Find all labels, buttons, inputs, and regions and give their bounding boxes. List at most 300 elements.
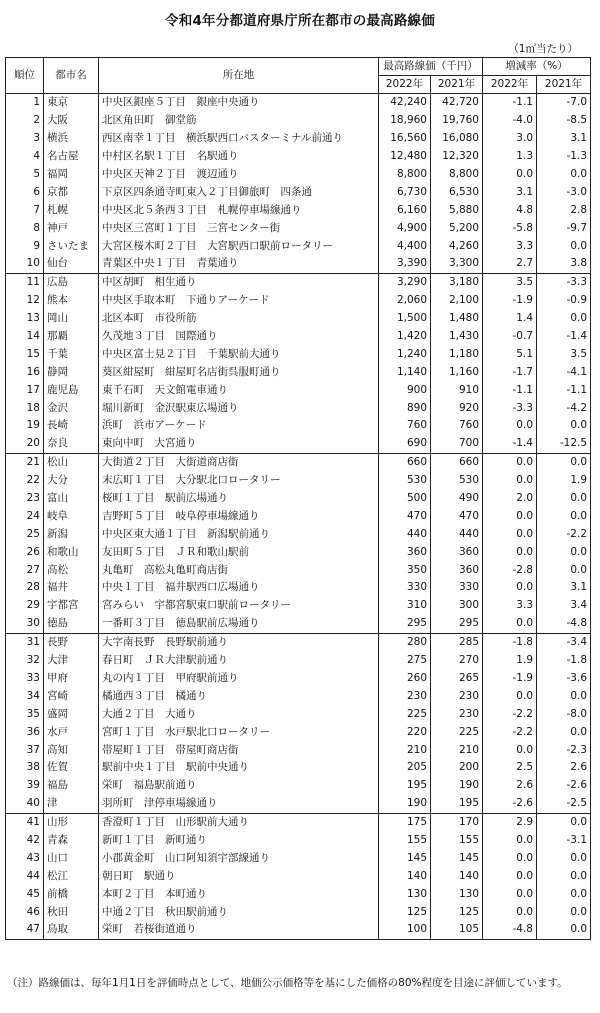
city-cell: 松山 — [44, 453, 99, 471]
change-2022-cell: 0.0 — [483, 849, 537, 867]
rank-cell: 1 — [6, 94, 44, 112]
change-2022-cell: -2.2 — [483, 723, 537, 741]
price-2022-cell: 310 — [379, 597, 431, 615]
change-2021-cell: 0.0 — [537, 867, 591, 885]
price-2021-cell: 910 — [431, 381, 483, 399]
location-cell: 西区南幸１丁目 横浜駅西口バスターミナル前通り — [99, 130, 379, 148]
price-2021-cell: 285 — [431, 633, 483, 651]
price-2022-cell: 230 — [379, 687, 431, 705]
city-cell: 横浜 — [44, 130, 99, 148]
change-2021-cell: -1.3 — [537, 148, 591, 166]
city-cell: 長野 — [44, 633, 99, 651]
city-cell: 奈良 — [44, 435, 99, 453]
change-2021-cell: 0.0 — [537, 687, 591, 705]
change-2021-cell: 0.0 — [537, 723, 591, 741]
table-body — [6, 94, 591, 940]
table-row — [6, 633, 591, 651]
city-cell: 静岡 — [44, 363, 99, 381]
city-cell: 千葉 — [44, 345, 99, 363]
price-2022-cell: 260 — [379, 670, 431, 688]
rank-cell: 16 — [6, 363, 44, 381]
change-2022-cell: -4.0 — [483, 112, 537, 130]
change-2022-cell: -1.7 — [483, 363, 537, 381]
change-2022-cell: 0.0 — [483, 166, 537, 184]
location-cell: 下京区四条通寺町東入２丁目御旅町 四条通 — [99, 183, 379, 201]
city-cell: 京都 — [44, 183, 99, 201]
change-2022-cell: 0.0 — [483, 687, 537, 705]
city-cell: 徳島 — [44, 615, 99, 633]
price-2021-cell: 230 — [431, 705, 483, 723]
change-2022-cell: -0.7 — [483, 328, 537, 346]
table-row — [6, 561, 591, 579]
price-2021-cell: 1,160 — [431, 363, 483, 381]
location-cell: 中央区北５条西３丁目 札幌停車場線通り — [99, 201, 379, 219]
table-row — [6, 94, 591, 112]
table-row — [6, 381, 591, 399]
table-row — [6, 777, 591, 795]
price-2021-cell: 16,080 — [431, 130, 483, 148]
city-cell: 和歌山 — [44, 543, 99, 561]
table-row — [6, 292, 591, 310]
city-cell: 秋田 — [44, 903, 99, 921]
city-cell: 札幌 — [44, 201, 99, 219]
price-2022-cell: 12,480 — [379, 148, 431, 166]
rank-cell: 11 — [6, 273, 44, 291]
table-row — [6, 543, 591, 561]
change-2021-cell: 0.0 — [537, 561, 591, 579]
city-cell: 那覇 — [44, 328, 99, 346]
price-2022-cell: 1,240 — [379, 345, 431, 363]
change-2022-cell: -4.8 — [483, 921, 537, 939]
change-2021-cell: 0.0 — [537, 417, 591, 435]
table-row — [6, 166, 591, 184]
change-2022-cell: 0.0 — [483, 579, 537, 597]
location-cell: 北区角田町 御堂筋 — [99, 112, 379, 130]
city-cell: さいたま — [44, 237, 99, 255]
rank-cell: 25 — [6, 525, 44, 543]
change-2021-cell: 3.1 — [537, 130, 591, 148]
rank-cell: 20 — [6, 435, 44, 453]
price-2022-cell: 660 — [379, 453, 431, 471]
price-2022-cell: 470 — [379, 507, 431, 525]
location-cell: 本町２丁目 本町通り — [99, 885, 379, 903]
price-2021-cell: 1,430 — [431, 328, 483, 346]
change-2021-cell: -3.4 — [537, 633, 591, 651]
price-2022-cell: 190 — [379, 795, 431, 813]
change-2021-cell: -7.0 — [537, 94, 591, 112]
location-cell: 葵区紺屋町 紺屋町名店街呉服町通り — [99, 363, 379, 381]
change-2021-cell: -4.2 — [537, 399, 591, 417]
change-2021-cell: 0.0 — [537, 849, 591, 867]
city-cell: 佐賀 — [44, 759, 99, 777]
price-2021-cell: 195 — [431, 795, 483, 813]
price-2022-cell: 690 — [379, 435, 431, 453]
rank-cell: 47 — [6, 921, 44, 939]
change-2022-cell: 0.0 — [483, 867, 537, 885]
rank-cell: 4 — [6, 148, 44, 166]
price-2021-cell: 265 — [431, 670, 483, 688]
change-2021-cell: -4.8 — [537, 615, 591, 633]
location-cell: 中区胡町 相生通り — [99, 273, 379, 291]
price-2021-cell: 42,720 — [431, 94, 483, 112]
change-2021-cell: 0.0 — [537, 166, 591, 184]
change-2021-cell: 0.0 — [537, 237, 591, 255]
city-cell: 山形 — [44, 813, 99, 831]
table-row — [6, 849, 591, 867]
table-row — [6, 867, 591, 885]
location-cell: 北区本町 市役所筋 — [99, 310, 379, 328]
price-2022-cell: 155 — [379, 832, 431, 850]
price-2022-cell: 195 — [379, 777, 431, 795]
table-row — [6, 219, 591, 237]
location-cell: 宮みらい 宇都宮駅東口駅前ロータリー — [99, 597, 379, 615]
change-2022-cell: -2.2 — [483, 705, 537, 723]
table-row — [6, 453, 591, 471]
change-2022-cell: 2.6 — [483, 777, 537, 795]
location-cell: 駅前中央１丁目 駅前中央通り — [99, 759, 379, 777]
change-2022-cell: 2.0 — [483, 490, 537, 508]
price-2022-cell: 6,730 — [379, 183, 431, 201]
price-2021-cell: 8,800 — [431, 166, 483, 184]
table-row — [6, 507, 591, 525]
price-2022-cell: 3,290 — [379, 273, 431, 291]
price-2022-cell: 225 — [379, 705, 431, 723]
change-2021-cell: 0.0 — [537, 507, 591, 525]
rank-cell: 30 — [6, 615, 44, 633]
price-2021-cell: 270 — [431, 652, 483, 670]
change-2021-cell: 0.0 — [537, 490, 591, 508]
rank-cell: 8 — [6, 219, 44, 237]
location-cell: 羽所町 津停車場線通り — [99, 795, 379, 813]
price-2022-cell: 1,500 — [379, 310, 431, 328]
change-2022-cell: 3.5 — [483, 273, 537, 291]
price-2022-cell: 210 — [379, 741, 431, 759]
header-change-2021: 2021年 — [537, 76, 591, 94]
rank-cell: 44 — [6, 867, 44, 885]
location-cell: 中村区名駅１丁目 名駅通り — [99, 148, 379, 166]
location-cell: 中央区三宮町１丁目 三宮センター街 — [99, 219, 379, 237]
change-2021-cell: -1.4 — [537, 328, 591, 346]
price-2021-cell: 300 — [431, 597, 483, 615]
rank-cell: 27 — [6, 561, 44, 579]
change-2021-cell: -1.1 — [537, 381, 591, 399]
price-2022-cell: 360 — [379, 543, 431, 561]
change-2022-cell: 0.0 — [483, 615, 537, 633]
rank-cell: 38 — [6, 759, 44, 777]
rank-cell: 45 — [6, 885, 44, 903]
table-row — [6, 363, 591, 381]
price-2022-cell: 530 — [379, 472, 431, 490]
price-2021-cell: 190 — [431, 777, 483, 795]
price-2021-cell: 230 — [431, 687, 483, 705]
table-row — [6, 399, 591, 417]
table-row — [6, 670, 591, 688]
rank-cell: 18 — [6, 399, 44, 417]
rank-cell: 23 — [6, 490, 44, 508]
price-2021-cell: 920 — [431, 399, 483, 417]
header-price-2022: 2022年 — [379, 76, 431, 94]
change-2022-cell: 0.0 — [483, 543, 537, 561]
city-cell: 神戸 — [44, 219, 99, 237]
location-cell: 中央区東大通１丁目 新潟駅前通り — [99, 525, 379, 543]
city-cell: 甲府 — [44, 670, 99, 688]
change-2022-cell: -1.8 — [483, 633, 537, 651]
price-2022-cell: 275 — [379, 652, 431, 670]
location-cell: 友田町５丁目 ＪＲ和歌山駅前 — [99, 543, 379, 561]
change-2021-cell: -4.1 — [537, 363, 591, 381]
city-cell: 大分 — [44, 472, 99, 490]
price-2021-cell: 330 — [431, 579, 483, 597]
table-row — [6, 903, 591, 921]
rank-cell: 35 — [6, 705, 44, 723]
table-row — [6, 723, 591, 741]
city-cell: 仙台 — [44, 255, 99, 273]
table-row — [6, 328, 591, 346]
rank-cell: 17 — [6, 381, 44, 399]
price-2022-cell: 16,560 — [379, 130, 431, 148]
table-row — [6, 490, 591, 508]
rank-cell: 6 — [6, 183, 44, 201]
header-rank: 順位 — [6, 58, 44, 94]
change-2021-cell: -3.1 — [537, 832, 591, 850]
location-cell: 一番町３丁目 徳島駅前広場通り — [99, 615, 379, 633]
location-cell: 大街道２丁目 大街道商店街 — [99, 453, 379, 471]
table-row — [6, 201, 591, 219]
change-2022-cell: 1.9 — [483, 652, 537, 670]
change-2022-cell: 3.1 — [483, 183, 537, 201]
rank-cell: 19 — [6, 417, 44, 435]
price-2021-cell: 5,880 — [431, 201, 483, 219]
price-2021-cell: 6,530 — [431, 183, 483, 201]
rank-cell: 26 — [6, 543, 44, 561]
price-2022-cell: 175 — [379, 813, 431, 831]
change-2021-cell: 0.0 — [537, 903, 591, 921]
price-2021-cell: 490 — [431, 490, 483, 508]
change-2021-cell: -3.3 — [537, 273, 591, 291]
change-2021-cell: 3.8 — [537, 255, 591, 273]
rank-cell: 42 — [6, 832, 44, 850]
header-change-2022: 2022年 — [483, 76, 537, 94]
price-2022-cell: 330 — [379, 579, 431, 597]
price-2022-cell: 2,060 — [379, 292, 431, 310]
change-2021-cell: 0.0 — [537, 885, 591, 903]
location-cell: 中通２丁目 秋田駅前通り — [99, 903, 379, 921]
price-2021-cell: 3,180 — [431, 273, 483, 291]
price-2022-cell: 4,400 — [379, 237, 431, 255]
rank-cell: 10 — [6, 255, 44, 273]
price-2022-cell: 220 — [379, 723, 431, 741]
location-cell: 中央区富士見２丁目 千葉駅前大通り — [99, 345, 379, 363]
change-2021-cell: -3.0 — [537, 183, 591, 201]
table-row — [6, 921, 591, 939]
price-2022-cell: 760 — [379, 417, 431, 435]
rank-cell: 9 — [6, 237, 44, 255]
table-row — [6, 652, 591, 670]
rank-cell: 5 — [6, 166, 44, 184]
location-cell: 丸の内１丁目 甲府駅前通り — [99, 670, 379, 688]
change-2021-cell: 0.0 — [537, 813, 591, 831]
rank-cell: 15 — [6, 345, 44, 363]
change-2021-cell: 0.0 — [537, 310, 591, 328]
location-cell: 中央区銀座５丁目 銀座中央通り — [99, 94, 379, 112]
table-row — [6, 435, 591, 453]
price-2021-cell: 760 — [431, 417, 483, 435]
change-2022-cell: 0.0 — [483, 453, 537, 471]
rank-cell: 12 — [6, 292, 44, 310]
change-2021-cell: -3.6 — [537, 670, 591, 688]
location-cell: 栄町 若桜街道通り — [99, 921, 379, 939]
rank-cell: 29 — [6, 597, 44, 615]
table-row — [6, 310, 591, 328]
city-cell: 松江 — [44, 867, 99, 885]
rank-cell: 24 — [6, 507, 44, 525]
price-2022-cell: 280 — [379, 633, 431, 651]
price-table — [5, 57, 591, 940]
city-cell: 宇都宮 — [44, 597, 99, 615]
rank-cell: 32 — [6, 652, 44, 670]
change-2022-cell: 0.0 — [483, 885, 537, 903]
price-2021-cell: 700 — [431, 435, 483, 453]
footnote-text: （注）路線価は、毎年1月1日を評価時点として、地価公示価格等を基にした価格の80%程度を目途に評価しています。 — [7, 977, 568, 989]
location-cell: 新町１丁目 新町通り — [99, 832, 379, 850]
price-2022-cell: 500 — [379, 490, 431, 508]
table-row — [6, 472, 591, 490]
price-2021-cell: 295 — [431, 615, 483, 633]
table-row — [6, 345, 591, 363]
rank-cell: 46 — [6, 903, 44, 921]
change-2022-cell: 3.0 — [483, 130, 537, 148]
table-row — [6, 795, 591, 813]
city-cell: 広島 — [44, 273, 99, 291]
price-2021-cell: 1,480 — [431, 310, 483, 328]
city-cell: 盛岡 — [44, 705, 99, 723]
rank-cell: 37 — [6, 741, 44, 759]
price-2022-cell: 42,240 — [379, 94, 431, 112]
city-cell: 大阪 — [44, 112, 99, 130]
location-cell: 中央区手取本町 下通りアーケード — [99, 292, 379, 310]
price-2021-cell: 200 — [431, 759, 483, 777]
price-2022-cell: 295 — [379, 615, 431, 633]
price-2021-cell: 5,200 — [431, 219, 483, 237]
change-2022-cell: -1.1 — [483, 381, 537, 399]
change-2021-cell: -9.7 — [537, 219, 591, 237]
change-2022-cell: 2.7 — [483, 255, 537, 273]
table-row — [6, 687, 591, 705]
location-cell: 青葉区中央１丁目 青葉通り — [99, 255, 379, 273]
change-2022-cell: 0.0 — [483, 525, 537, 543]
rank-cell: 14 — [6, 328, 44, 346]
table-row — [6, 183, 591, 201]
price-2021-cell: 105 — [431, 921, 483, 939]
city-cell: 宮崎 — [44, 687, 99, 705]
change-2022-cell: 4.8 — [483, 201, 537, 219]
price-2021-cell: 360 — [431, 543, 483, 561]
table-row — [6, 813, 591, 831]
city-cell: 福井 — [44, 579, 99, 597]
change-2022-cell: 2.5 — [483, 759, 537, 777]
change-2021-cell: -2.3 — [537, 741, 591, 759]
rank-cell: 3 — [6, 130, 44, 148]
change-2022-cell: -1.9 — [483, 292, 537, 310]
price-2021-cell: 225 — [431, 723, 483, 741]
change-2022-cell: 0.0 — [483, 417, 537, 435]
price-2021-cell: 470 — [431, 507, 483, 525]
page-title: 令和4年分都道府県庁所在都市の最高路線価 — [165, 13, 435, 29]
price-2021-cell: 170 — [431, 813, 483, 831]
rank-cell: 21 — [6, 453, 44, 471]
location-cell: 浜町 浜市アーケード — [99, 417, 379, 435]
change-2022-cell: -1.4 — [483, 435, 537, 453]
change-2021-cell: 2.6 — [537, 759, 591, 777]
rank-cell: 13 — [6, 310, 44, 328]
header-change: 増減率（%） — [483, 58, 591, 76]
table-row — [6, 741, 591, 759]
price-2021-cell: 440 — [431, 525, 483, 543]
location-cell: 帯屋町１丁目 帯屋町商店街 — [99, 741, 379, 759]
location-cell: 吉野町５丁目 岐阜停車場線通り — [99, 507, 379, 525]
location-cell: 末広町１丁目 大分駅北口ロータリー — [99, 472, 379, 490]
location-cell: 栄町 福島駅前通り — [99, 777, 379, 795]
change-2021-cell: 3.1 — [537, 579, 591, 597]
price-2021-cell: 530 — [431, 472, 483, 490]
rank-cell: 43 — [6, 849, 44, 867]
location-cell: 東向中町 大宮通り — [99, 435, 379, 453]
price-2021-cell: 125 — [431, 903, 483, 921]
location-cell: 丸亀町 高松丸亀町商店街 — [99, 561, 379, 579]
table-row — [6, 130, 591, 148]
city-cell: 福岡 — [44, 166, 99, 184]
unit-label: （1㎡当たり） — [508, 43, 578, 55]
location-cell: 朝日町 駅通り — [99, 867, 379, 885]
price-2022-cell: 1,140 — [379, 363, 431, 381]
city-cell: 高知 — [44, 741, 99, 759]
change-2022-cell: 0.0 — [483, 832, 537, 850]
change-2022-cell: 2.9 — [483, 813, 537, 831]
city-cell: 青森 — [44, 832, 99, 850]
price-2022-cell: 6,160 — [379, 201, 431, 219]
price-2022-cell: 18,960 — [379, 112, 431, 130]
location-cell: 桜町１丁目 駅前広場通り — [99, 490, 379, 508]
city-cell: 富山 — [44, 490, 99, 508]
price-2021-cell: 130 — [431, 885, 483, 903]
price-2022-cell: 4,900 — [379, 219, 431, 237]
price-2022-cell: 1,420 — [379, 328, 431, 346]
change-2022-cell: 3.3 — [483, 597, 537, 615]
price-2022-cell: 130 — [379, 885, 431, 903]
location-cell: 中央１丁目 福井駅西口広場通り — [99, 579, 379, 597]
header-price: 最高路線価（千円） — [379, 58, 483, 76]
city-cell: 長崎 — [44, 417, 99, 435]
price-2021-cell: 3,300 — [431, 255, 483, 273]
change-2022-cell: 1.4 — [483, 310, 537, 328]
location-cell: 香澄町１丁目 山形駅前大通り — [99, 813, 379, 831]
table-row — [6, 579, 591, 597]
table-row — [6, 273, 591, 291]
change-2021-cell: 3.4 — [537, 597, 591, 615]
city-cell: 東京 — [44, 94, 99, 112]
table-row — [6, 525, 591, 543]
city-cell: 大津 — [44, 652, 99, 670]
change-2021-cell: -0.9 — [537, 292, 591, 310]
change-2021-cell: -2.2 — [537, 525, 591, 543]
change-2021-cell: 2.8 — [537, 201, 591, 219]
city-cell: 鳥取 — [44, 921, 99, 939]
price-2022-cell: 3,390 — [379, 255, 431, 273]
price-2022-cell: 140 — [379, 867, 431, 885]
header-location: 所在地 — [99, 58, 379, 94]
rank-cell: 31 — [6, 633, 44, 651]
change-2022-cell: 5.1 — [483, 345, 537, 363]
